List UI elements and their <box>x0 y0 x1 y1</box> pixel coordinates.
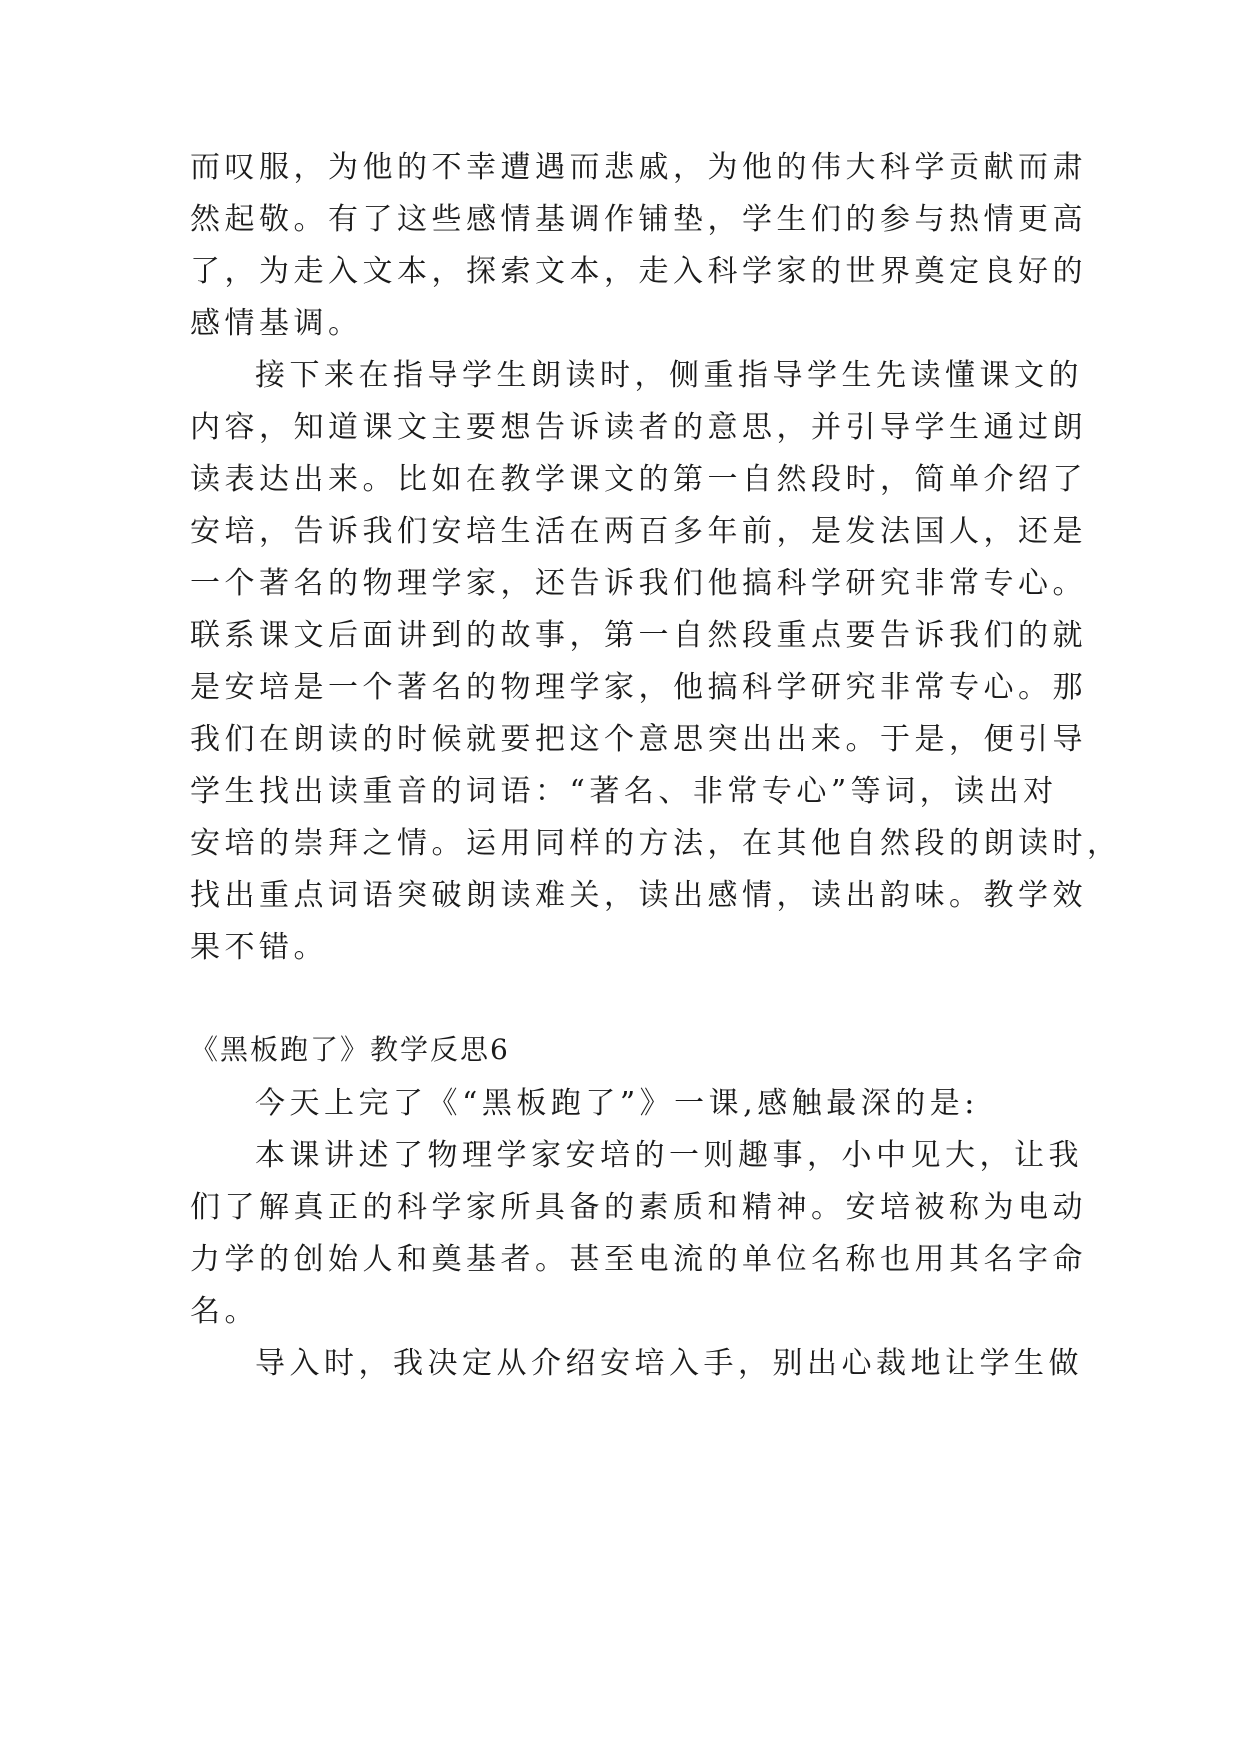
text-line: 了，为走入文本，探索文本，走入科学家的世界奠定良好的 <box>190 254 1087 289</box>
text-line: 今天上完了《“黑板跑了”》一课,感触最深的是: <box>255 1086 979 1121</box>
text-line: 是安培是一个著名的物理学家，他搞科学研究非常专心。那 <box>190 670 1087 705</box>
text-line: 们了解真正的科学家所具备的素质和精神。安培被称为电动 <box>190 1190 1087 1225</box>
text-line: 联系课文后面讲到的故事，第一自然段重点要告诉我们的就 <box>190 618 1087 653</box>
text-line: 本课讲述了物理学家安培的一则趣事，小中见大，让我 <box>255 1138 1083 1173</box>
text-line: 学生找出读重音的词语：“著名、非常专心”等词，读出对 <box>190 774 1058 809</box>
text-line: 找出重点词语突破朗读难关，读出感情，读出韵味。教学效 <box>190 878 1087 913</box>
text-line: 名。 <box>190 1294 259 1329</box>
text-line: 导入时，我决定从介绍安培入手，别出心裁地让学生做 <box>255 1346 1083 1381</box>
text-line: 然起敬。有了这些感情基调作铺垫，学生们的参与热情更高 <box>190 202 1087 237</box>
text-line: 而叹服，为他的不幸遭遇而悲戚，为他的伟大科学贡献而肃 <box>190 150 1087 185</box>
text-line: 一个著名的物理学家，还告诉我们他搞科学研究非常专心。 <box>190 566 1087 601</box>
text-line: 接下来在指导学生朗读时，侧重指导学生先读懂课文的 <box>255 358 1083 393</box>
text-line: 内容，知道课文主要想告诉读者的意思，并引导学生通过朗 <box>190 410 1087 445</box>
text-line: 果不错。 <box>190 930 328 965</box>
text-line: 安培的崇拜之情。运用同样的方法，在其他自然段的朗读时， <box>190 826 1122 861</box>
text-line: 力学的创始人和奠基者。甚至电流的单位名称也用其名字命 <box>190 1242 1087 1277</box>
text-line: 我们在朗读的时候就要把这个意思突出出来。于是，便引导 <box>190 722 1087 757</box>
section-title: 《黑板跑了》教学反思6 <box>190 1033 510 1066</box>
text-line: 安培，告诉我们安培生活在两百多年前，是发法国人，还是 <box>190 514 1087 549</box>
text-line: 读表达出来。比如在教学课文的第一自然段时，简单介绍了 <box>190 462 1087 497</box>
text-line: 感情基调。 <box>190 306 363 341</box>
